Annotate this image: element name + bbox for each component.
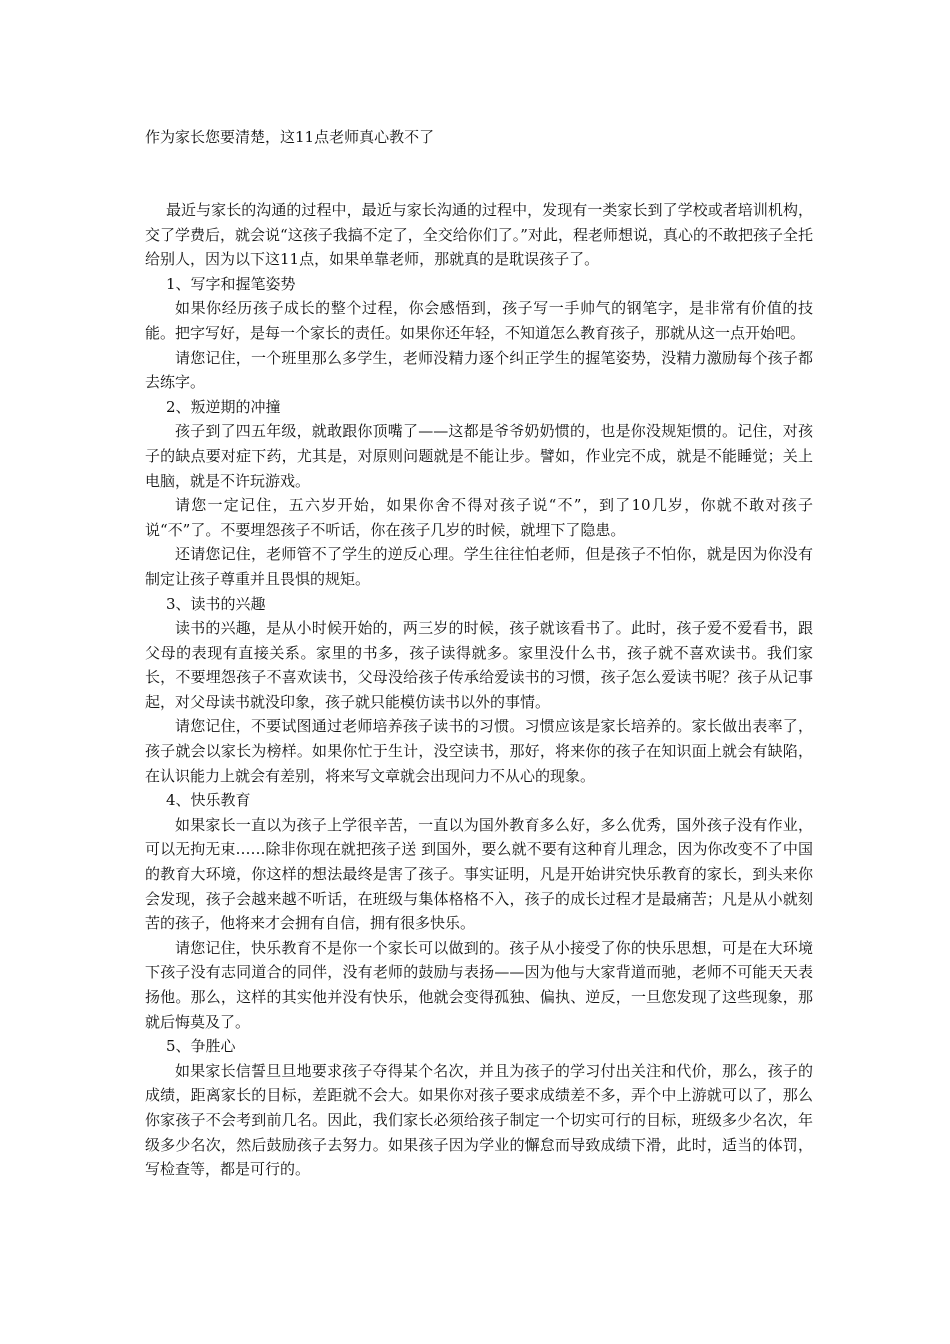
intro-paragraph: 最近与家长的沟通的过程中，最近与家长沟通的过程中，发现有一类家长到了学校或者培训机构，交了学费后，就会说“这孩子我搞不定了，全交给你们了。”对此，程老师想说，真心的不敢把孩子全托给别人，因为以下这11点，如果单靠老师，那就真的是耽误孩子了。: [145, 201, 813, 269]
section-3-heading: 3、读书的兴趣: [166, 594, 266, 613]
section-4-paragraph-2: 请您记住，快乐教育不是你一个家长可以做到的。孩子从小接受了你的快乐思想，可是在大环境下孩子没有志同道合的同伴，没有老师的鼓励与表扬——因为他与大家背道而驰，老师不可能天天表扬他。那么，这样的其实他并没有快乐，他就会变得孤独、偏执、逆反，一旦您发现了这些现象，那就后悔莫及了。: [145, 938, 813, 1031]
section-2-heading: 2、叛逆期的冲撞: [166, 397, 281, 416]
section-2-paragraph-3: 还请您记住，老师管不了学生的逆反心理。学生往往怕老师，但是孩子不怕你，就是因为你没有制定让孩子尊重并且畏惧的规矩。: [145, 545, 813, 588]
section-2-paragraph-2: 请您一定记住，五六岁开始，如果你舍不得对孩子说“不”，到了10几岁，你就不敢对孩子说“不”了。不要埋怨孩子不听话，你在孩子几岁的时候，就埋下了隐患。: [145, 496, 813, 539]
section-5-paragraph-1: 如果家长信誓旦旦地要求孩子夺得某个名次，并且为孩子的学习付出关注和代价，那么，孩子的成绩，距离家长的目标，差距就不会大。如果你对孩子要求成绩差不多，弄个中上游就可以了，那么你家孩子不会考到前几名。因此，我们家长必须给孩子制定一个切实可行的目标，班级多少名次，年级多少名次，然后鼓励孩子去努力。如果孩子因为学业的懈怠而导致成绩下滑，此时，适当的体罚，写检查等，都是可行的。: [145, 1061, 813, 1179]
section-4-paragraph-1: 如果家长一直以为孩子上学很辛苦，一直以为国外教育多么好，多么优秀，国外孩子没有作业，可以无拘无束……除非你现在就把孩子送 到国外，要么就不要有这种育儿理念，因为你改变不了中国的教育大环境，你这样的想法最终是害了孩子。事实证明，凡是开始讲究快乐教育的家长，到头来你会发现，孩子会越来越不听话，在班级与集体格格不入，孩子的成长过程才是最痛苦；凡是从小就刻苦的孩子，他将来才会拥有自信，拥有很多快乐。: [145, 815, 813, 933]
section-2-paragraph-1: 孩子到了四五年级，就敢跟你顶嘴了——这都是爷爷奶奶惯的，也是你没规矩惯的。记住，对孩子的缺点要对症下药，尤其是，对原则问题就是不能让步。譬如，作业完不成，就是不能睡觉；关上电脑，就是不许玩游戏。: [145, 422, 813, 490]
section-4-heading: 4、快乐教育: [166, 791, 251, 810]
document-body: [145, 198, 813, 1182]
section-3-paragraph-2: 请您记住，不要试图通过老师培养孩子读书的习惯。习惯应该是家长培养的。家长做出表率了，孩子就会以家长为榜样。如果你忙于生计，没空读书，那好，将来你的孩子在知识面上就会有缺陷，在认识能力上就会有差别，将来写文章就会出现问力不从心的现象。: [145, 717, 813, 785]
section-1-paragraph-1: 如果你经历孩子成长的整个过程，你会感悟到，孩子写一手帅气的钢笔字，是非常有价值的技能。把字写好，是每一个家长的责任。如果你还年轻，不知道怎么教育孩子，那就从这一点开始吧。: [145, 299, 813, 342]
section-5-heading: 5、争胜心: [166, 1037, 236, 1056]
document-title: 作为家长您要清楚，这11点老师真心教不了: [145, 128, 435, 146]
section-3-paragraph-1: 读书的兴趣，是从小时候开始的，两三岁的时候，孩子就该看书了。此时，孩子爱不爱看书，跟父母的表现有直接关系。家里的书多，孩子读得就多。家里没什么书，孩子就不喜欢读书。我们家长，不要埋怨孩子不喜欢读书，父母没给孩子传承给爱读书的习惯，孩子怎么爱读书呢？孩子从记事起，对父母读书就没印象，孩子就只能模仿读书以外的事情。: [145, 619, 813, 711]
section-1-heading: 1、写字和握笔姿势: [166, 274, 296, 293]
section-1-paragraph-2: 请您记住，一个班里那么多学生，老师没精力逐个纠正学生的握笔姿势，没精力激励每个孩子都去练字。: [145, 348, 813, 392]
